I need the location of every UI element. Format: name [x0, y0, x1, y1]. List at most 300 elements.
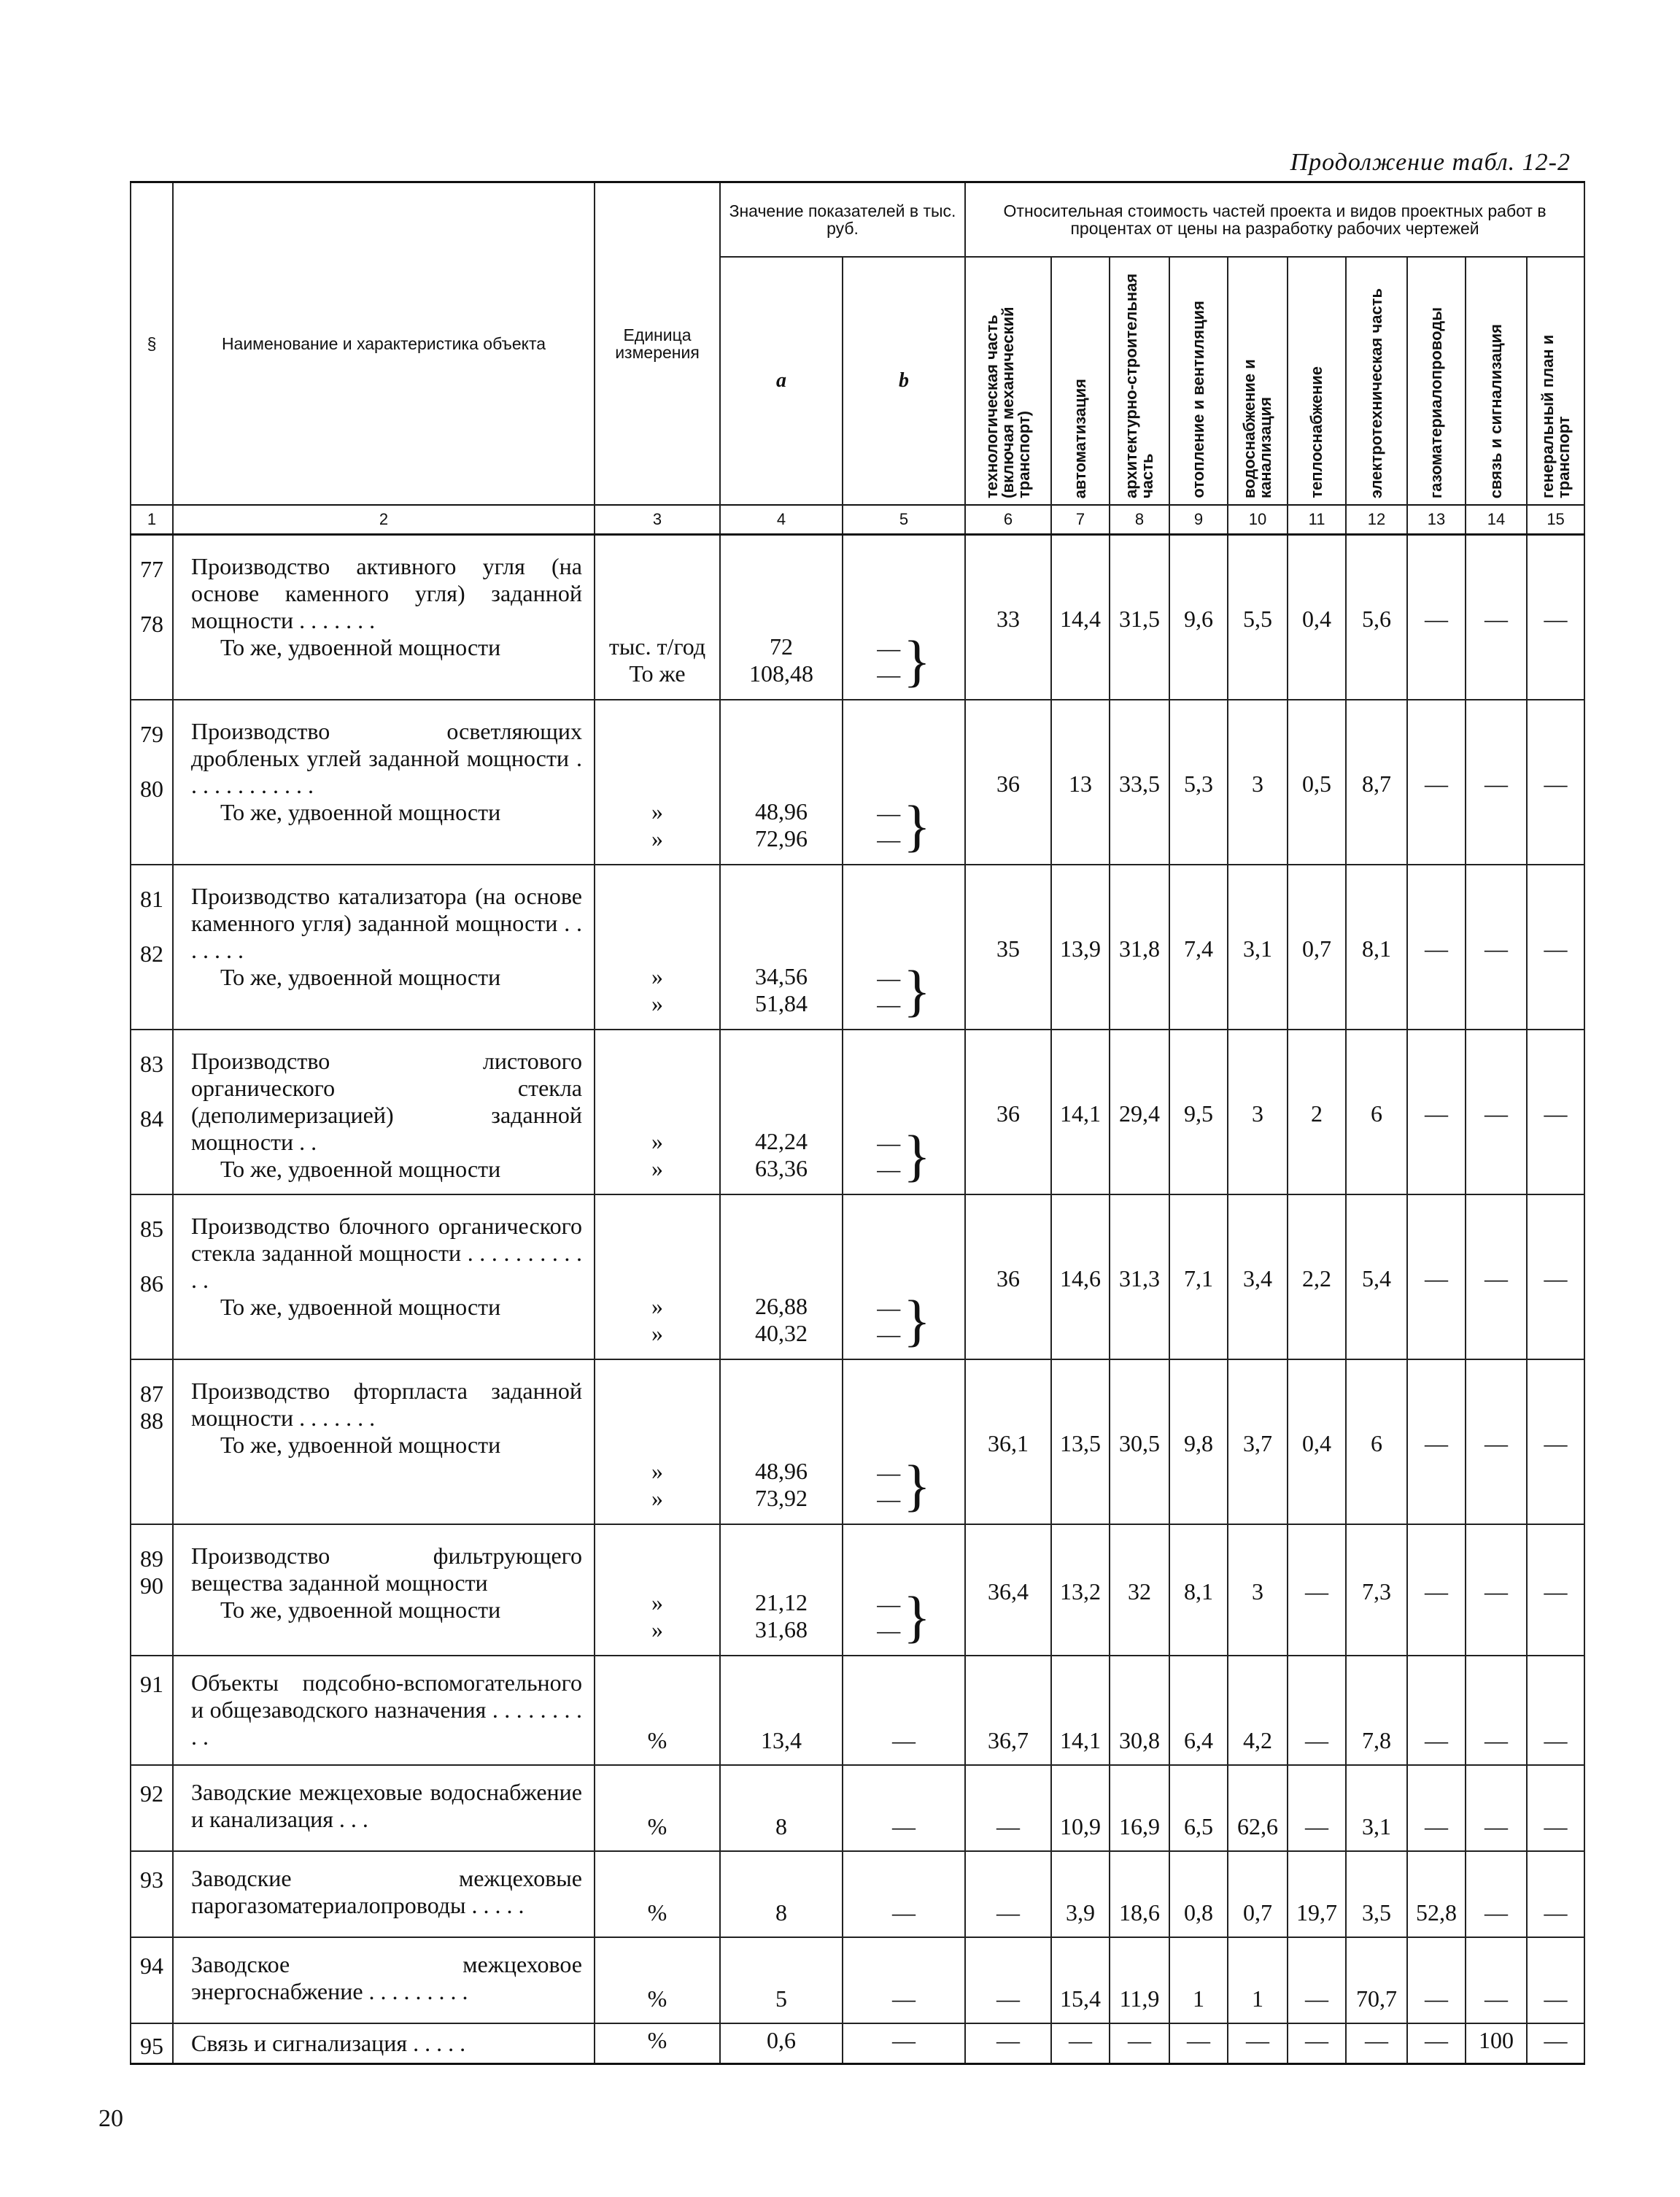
- percent-cell: 3: [1228, 1030, 1288, 1194]
- table-row: [131, 1937, 1584, 2023]
- value-cell: —: [1110, 2023, 1169, 2064]
- value-cell: 14,1: [1051, 1656, 1110, 1765]
- value-cell: 62,6: [1228, 1765, 1288, 1851]
- value-cell: %: [595, 2023, 720, 2064]
- value-cell: 13,4: [720, 1656, 843, 1765]
- table-row-pair: [131, 700, 1584, 865]
- object-name-doubled: То же, удвоенной мощности: [220, 1596, 501, 1623]
- percent-cell: —: [1527, 1359, 1584, 1524]
- object-name-cell: [173, 1030, 595, 1194]
- value-a: 51,84: [755, 989, 808, 1016]
- percent-cell: 8,1: [1169, 1524, 1228, 1656]
- table-row: [131, 1765, 1584, 1851]
- object-name-cell: [173, 1194, 595, 1359]
- percent-cell: 3,1: [1228, 865, 1288, 1030]
- row-number: 93: [131, 1851, 173, 1937]
- unit: тыс. т/год: [608, 633, 706, 660]
- value-b: —: [877, 1320, 901, 1347]
- value-a: 108,48: [749, 660, 813, 687]
- percent-cell: 13: [1051, 700, 1110, 865]
- unit-cell: [595, 535, 720, 700]
- object-name-doubled: То же, удвоенной мощности: [220, 634, 501, 660]
- value-a: 63,36: [755, 1154, 808, 1181]
- percent-cell: 9,8: [1169, 1359, 1228, 1524]
- row-number-cell: [131, 1030, 173, 1194]
- percent-cell: —: [1407, 1524, 1466, 1656]
- percent-cell: 5,6: [1346, 535, 1407, 700]
- brace-glyph: }: [903, 1453, 931, 1517]
- value-cell: 4,2: [1228, 1656, 1288, 1765]
- value-b: —: [877, 825, 901, 852]
- row-number: 81: [140, 885, 163, 912]
- percent-cell: 3,7: [1228, 1359, 1288, 1524]
- header-technological: технологическая часть (включая механический транспорт): [983, 306, 1034, 498]
- unit: »: [651, 962, 663, 989]
- percent-cell: 36: [965, 1030, 1051, 1194]
- column-number: 12: [1346, 505, 1407, 535]
- row-number: 79: [140, 720, 163, 747]
- value-cell: 18,6: [1110, 1851, 1169, 1937]
- object-name: Объекты подсобно-вспомогательного и общезаводского назначения . . . . . . . . . .: [173, 1656, 595, 1765]
- object-name-doubled: То же, удвоенной мощности: [220, 798, 501, 825]
- value-b: —: [877, 1485, 901, 1512]
- value-a: 21,12: [755, 1588, 808, 1615]
- value-cell: 30,8: [1110, 1656, 1169, 1765]
- value-b: —: [877, 1129, 901, 1156]
- percent-cell: —: [1466, 1194, 1527, 1359]
- value-cell: 8: [720, 1851, 843, 1937]
- value-cell: —: [1169, 2023, 1228, 2064]
- percent-cell: 32: [1110, 1524, 1169, 1656]
- value-b: —: [877, 964, 901, 991]
- unit-cell: [595, 865, 720, 1030]
- percent-cell: —: [1466, 865, 1527, 1030]
- object-name: Производство осветляющих дробленых углей заданной мощности . . . . . . . . . . . .: [191, 717, 582, 798]
- object-name: Производство активного угля (на основе каменного угля) заданной мощности . . . . . . .: [191, 553, 582, 633]
- object-name: Заводское межцеховое энергоснабжение . . . . . . . . .: [173, 1937, 595, 2023]
- percent-cell: —: [1466, 700, 1527, 865]
- column-number: 1: [131, 505, 173, 535]
- column-number: 13: [1407, 505, 1466, 535]
- column-number: 2: [173, 505, 595, 535]
- percent-cell: 7,3: [1346, 1524, 1407, 1656]
- object-name-cell: [173, 700, 595, 865]
- value-cell: 52,8: [1407, 1851, 1466, 1937]
- value-cell: —: [1407, 1765, 1466, 1851]
- value-a: 72: [770, 633, 793, 660]
- row-number: 90: [140, 1572, 163, 1599]
- value-cell: 1: [1169, 1937, 1228, 2023]
- percent-cell: 29,4: [1110, 1030, 1169, 1194]
- percent-cell: —: [1288, 1524, 1346, 1656]
- row-number-cell: [131, 700, 173, 865]
- value-cell: 6,5: [1169, 1765, 1228, 1851]
- value-a: 26,88: [755, 1292, 808, 1319]
- column-number: 4: [720, 505, 843, 535]
- percent-cell: —: [1407, 535, 1466, 700]
- value-a-cell: [720, 535, 843, 700]
- value-cell: —: [965, 1851, 1051, 1937]
- value-cell: —: [1527, 1656, 1584, 1765]
- table-row-pair: [131, 1524, 1584, 1656]
- value-cell: —: [1466, 1937, 1527, 2023]
- row-number: 84: [140, 1105, 163, 1132]
- percent-cell: 0,4: [1288, 1359, 1346, 1524]
- value-b: —: [877, 1616, 901, 1643]
- unit: »: [651, 1154, 663, 1181]
- row-number: 87: [140, 1380, 163, 1407]
- value-a: 40,32: [755, 1319, 808, 1346]
- percent-cell: 13,9: [1051, 865, 1110, 1030]
- percent-cell: —: [1466, 1359, 1527, 1524]
- column-number: 3: [595, 505, 720, 535]
- brace-glyph: }: [903, 628, 931, 692]
- column-number: 7: [1051, 505, 1110, 535]
- header-architecture: архитектурно-строительная часть: [1122, 273, 1157, 498]
- header-heating: отопление и вентиляция: [1189, 301, 1208, 498]
- value-a-cell: [720, 1359, 843, 1524]
- value-b-cell: [843, 535, 965, 700]
- percent-cell: —: [1527, 1194, 1584, 1359]
- object-name-cell: [173, 1524, 595, 1656]
- object-name: Производство фильтрующего вещества заданной мощности: [191, 1542, 582, 1596]
- percent-cell: 2,2: [1288, 1194, 1346, 1359]
- value-b: —: [877, 1294, 901, 1321]
- value-cell: 7,8: [1346, 1656, 1407, 1765]
- value-a: 31,68: [755, 1615, 808, 1642]
- table-row-pair: [131, 1030, 1584, 1194]
- row-number: 77: [140, 556, 163, 582]
- value-cell: 19,7: [1288, 1851, 1346, 1937]
- column-number: 10: [1228, 505, 1288, 535]
- percent-cell: 14,6: [1051, 1194, 1110, 1359]
- value-cell: —: [843, 1656, 965, 1765]
- unit: То же: [629, 660, 686, 687]
- percent-cell: —: [1407, 1359, 1466, 1524]
- unit: »: [651, 1484, 663, 1511]
- percent-cell: 35: [965, 865, 1051, 1030]
- percent-cell: —: [1466, 1524, 1527, 1656]
- percent-cell: 13,5: [1051, 1359, 1110, 1524]
- value-cell: 16,9: [1110, 1765, 1169, 1851]
- percent-cell: —: [1466, 535, 1527, 700]
- table-caption: Продолжение табл. 12-2: [1290, 149, 1571, 176]
- value-cell: —: [1407, 1656, 1466, 1765]
- value-cell: —: [965, 2023, 1051, 2064]
- percent-cell: 14,1: [1051, 1030, 1110, 1194]
- row-number: 95: [131, 2023, 173, 2064]
- row-number: 80: [140, 775, 163, 802]
- unit: »: [651, 1127, 663, 1154]
- value-cell: —: [1407, 1937, 1466, 2023]
- header-col-b: b: [843, 257, 965, 505]
- row-number-cell: [131, 865, 173, 1030]
- value-cell: 1: [1228, 1937, 1288, 2023]
- value-cell: 15,4: [1051, 1937, 1110, 2023]
- value-cell: 5: [720, 1937, 843, 2023]
- object-name-cell: [173, 865, 595, 1030]
- row-number-cell: [131, 1524, 173, 1656]
- brace-glyph: }: [903, 1288, 931, 1352]
- value-cell: —: [1288, 1765, 1346, 1851]
- unit: »: [651, 989, 663, 1016]
- value-b: —: [877, 634, 901, 661]
- object-name-cell: [173, 1359, 595, 1524]
- percent-cell: 7,1: [1169, 1194, 1228, 1359]
- row-number-cell: [131, 1359, 173, 1524]
- percent-cell: 9,5: [1169, 1030, 1228, 1194]
- value-cell: —: [1288, 1656, 1346, 1765]
- value-cell: —: [1466, 1656, 1527, 1765]
- table-row-pair: [131, 535, 1584, 700]
- unit-cell: [595, 700, 720, 865]
- unit: »: [651, 1457, 663, 1484]
- unit: »: [651, 1588, 663, 1615]
- column-number: 14: [1466, 505, 1527, 535]
- percent-cell: 33,5: [1110, 700, 1169, 865]
- unit: »: [651, 1292, 663, 1319]
- value-cell: 0,7: [1228, 1851, 1288, 1937]
- page-number: 20: [98, 2105, 123, 2132]
- value-a: 73,92: [755, 1484, 808, 1511]
- percent-cell: 9,6: [1169, 535, 1228, 700]
- cost-table: [130, 181, 1585, 2065]
- value-cell: 10,9: [1051, 1765, 1110, 1851]
- unit: »: [651, 825, 663, 852]
- percent-cell: 3: [1228, 700, 1288, 865]
- object-name-doubled: То же, удвоенной мощности: [220, 1431, 501, 1458]
- header-automation: автоматизация: [1071, 378, 1090, 498]
- value-cell: %: [595, 1765, 720, 1851]
- value-cell: —: [1466, 1765, 1527, 1851]
- percent-cell: 2: [1288, 1030, 1346, 1194]
- unit: »: [651, 1615, 663, 1642]
- value-cell: —: [965, 1765, 1051, 1851]
- value-a-cell: [720, 1194, 843, 1359]
- percent-cell: 5,3: [1169, 700, 1228, 865]
- row-number: 83: [140, 1050, 163, 1077]
- value-a: 42,24: [755, 1127, 808, 1154]
- value-cell: 36,7: [965, 1656, 1051, 1765]
- value-a-cell: [720, 1030, 843, 1194]
- percent-cell: 7,4: [1169, 865, 1228, 1030]
- row-number-cell: [131, 535, 173, 700]
- value-cell: %: [595, 1656, 720, 1765]
- value-cell: —: [1288, 1937, 1346, 2023]
- value-b-cell: [843, 1359, 965, 1524]
- table-row: [131, 1851, 1584, 1937]
- brace-glyph: }: [903, 1123, 931, 1187]
- percent-cell: 8,1: [1346, 865, 1407, 1030]
- column-number: 15: [1527, 505, 1584, 535]
- value-cell: 0,8: [1169, 1851, 1228, 1937]
- value-cell: 70,7: [1346, 1937, 1407, 2023]
- column-number: 6: [965, 505, 1051, 535]
- percent-cell: —: [1407, 1194, 1466, 1359]
- value-b: —: [877, 1155, 901, 1182]
- value-cell: —: [843, 1765, 965, 1851]
- header-communication: связь и сигнализация: [1487, 323, 1506, 498]
- header-col-a: a: [720, 257, 843, 505]
- value-b: —: [877, 1590, 901, 1617]
- percent-cell: 13,2: [1051, 1524, 1110, 1656]
- value-cell: 6,4: [1169, 1656, 1228, 1765]
- percent-cell: 5,4: [1346, 1194, 1407, 1359]
- header-general-plan: генеральный план и транспорт: [1538, 334, 1573, 498]
- percent-cell: 3: [1228, 1524, 1288, 1656]
- value-a-cell: [720, 1524, 843, 1656]
- header-water: водоснабжение и канализация: [1240, 359, 1275, 498]
- percent-cell: —: [1527, 865, 1584, 1030]
- row-number: 82: [140, 940, 163, 967]
- percent-cell: —: [1527, 1524, 1584, 1656]
- value-a: 48,96: [755, 798, 808, 825]
- table-row-pair: [131, 1359, 1584, 1524]
- value-cell: —: [843, 1937, 965, 2023]
- percent-cell: 6: [1346, 1359, 1407, 1524]
- header-values-group: Значение показателей в тыс. руб.: [720, 182, 965, 258]
- row-number: 85: [140, 1215, 163, 1242]
- header-section-sign: §: [131, 182, 173, 506]
- value-b-cell: [843, 1030, 965, 1194]
- unit-cell: [595, 1030, 720, 1194]
- header-cost-group: Относительная стоимость частей проекта и видов проектных работ в процентах от цены на разработку рабочих чертежей: [965, 182, 1584, 258]
- unit: »: [651, 1319, 663, 1346]
- percent-cell: 36: [965, 700, 1051, 865]
- value-cell: 3,9: [1051, 1851, 1110, 1937]
- value-a: 72,96: [755, 825, 808, 852]
- value-b-cell: [843, 1524, 965, 1656]
- value-cell: —: [1527, 1851, 1584, 1937]
- value-cell: 3,1: [1346, 1765, 1407, 1851]
- object-name-doubled: То же, удвоенной мощности: [220, 1293, 501, 1320]
- percent-cell: 36: [965, 1194, 1051, 1359]
- row-number: 94: [131, 1937, 173, 2023]
- value-cell: —: [1407, 2023, 1466, 2064]
- row-number: 88: [140, 1407, 163, 1434]
- table-row: [131, 2023, 1584, 2064]
- percent-cell: 31,5: [1110, 535, 1169, 700]
- percent-cell: 3,4: [1228, 1194, 1288, 1359]
- object-name-doubled: То же, удвоенной мощности: [220, 1155, 501, 1182]
- percent-cell: 8,7: [1346, 700, 1407, 865]
- value-cell: —: [843, 2023, 965, 2064]
- percent-cell: 5,5: [1228, 535, 1288, 700]
- object-name: Заводские межцеховые водоснабжение и канализация . . .: [173, 1765, 595, 1851]
- object-name: Производство фторпласта заданной мощности . . . . . . .: [191, 1377, 582, 1431]
- unit-cell: [595, 1194, 720, 1359]
- value-cell: —: [1346, 2023, 1407, 2064]
- column-number: 9: [1169, 505, 1228, 535]
- unit-cell: [595, 1359, 720, 1524]
- percent-cell: —: [1527, 700, 1584, 865]
- column-number: 8: [1110, 505, 1169, 535]
- value-cell: —: [1288, 2023, 1346, 2064]
- column-number: 5: [843, 505, 965, 535]
- row-number: 78: [140, 611, 163, 637]
- brace-glyph: }: [903, 1584, 931, 1648]
- percent-cell: 36,4: [965, 1524, 1051, 1656]
- value-cell: %: [595, 1937, 720, 2023]
- percent-cell: —: [1407, 1030, 1466, 1194]
- header-electrical: электротехническая часть: [1367, 287, 1386, 498]
- value-cell: —: [1228, 2023, 1288, 2064]
- table-row-pair: [131, 1194, 1584, 1359]
- percent-cell: —: [1407, 700, 1466, 865]
- unit-cell: [595, 1524, 720, 1656]
- value-cell: —: [1527, 1937, 1584, 2023]
- object-name: Производство блочного органического стекла заданной мощности . . . . . . . . . . . .: [191, 1212, 582, 1293]
- header-unit: Единица измерения: [595, 182, 720, 506]
- value-b: —: [877, 799, 901, 826]
- brace-glyph: }: [903, 793, 931, 857]
- object-name-cell: [173, 535, 595, 700]
- value-b: —: [877, 1459, 901, 1486]
- percent-cell: —: [1527, 535, 1584, 700]
- value-cell: —: [1527, 1765, 1584, 1851]
- percent-cell: —: [1407, 865, 1466, 1030]
- table-row-pair: [131, 865, 1584, 1030]
- column-number: 11: [1288, 505, 1346, 535]
- row-number: 91: [131, 1656, 173, 1765]
- percent-cell: 0,4: [1288, 535, 1346, 700]
- brace-glyph: }: [903, 958, 931, 1022]
- value-cell: 3,5: [1346, 1851, 1407, 1937]
- header-object-name: Наименование и характеристика объекта: [173, 182, 595, 506]
- row-number: 86: [140, 1270, 163, 1297]
- percent-cell: 36,1: [965, 1359, 1051, 1524]
- value-b: —: [877, 990, 901, 1017]
- header-heat-supply: теплоснабжение: [1307, 366, 1326, 498]
- value-a-cell: [720, 865, 843, 1030]
- value-cell: —: [1466, 1851, 1527, 1937]
- value-b: —: [877, 660, 901, 687]
- value-cell: %: [595, 1851, 720, 1937]
- row-number: 89: [140, 1545, 163, 1572]
- percent-cell: —: [1466, 1030, 1527, 1194]
- object-name: Связь и сигнализация . . . . .: [173, 2023, 595, 2064]
- row-number-cell: [131, 1194, 173, 1359]
- object-name: Производство листового органического стекла (деполимеризацией) заданной мощности . .: [191, 1047, 582, 1155]
- value-cell: 8: [720, 1765, 843, 1851]
- object-name: Заводские межцеховые парогазоматериалопроводы . . . . .: [173, 1851, 595, 1937]
- object-name: Производство катализатора (на основе каменного угля) заданной мощности . . . . . . .: [191, 882, 582, 963]
- value-a: 48,96: [755, 1457, 808, 1484]
- value-b-cell: [843, 865, 965, 1030]
- percent-cell: —: [1527, 1030, 1584, 1194]
- table-row: [131, 1656, 1584, 1765]
- value-a: 34,56: [755, 962, 808, 989]
- value-a-cell: [720, 700, 843, 865]
- value-cell: 11,9: [1110, 1937, 1169, 2023]
- percent-cell: 0,7: [1288, 865, 1346, 1030]
- value-cell: —: [1051, 2023, 1110, 2064]
- value-cell: —: [965, 1937, 1051, 2023]
- value-cell: —: [843, 1851, 965, 1937]
- percent-cell: 31,8: [1110, 865, 1169, 1030]
- percent-cell: 30,5: [1110, 1359, 1169, 1524]
- row-number: 92: [131, 1765, 173, 1851]
- value-b-cell: [843, 700, 965, 865]
- object-name-doubled: То же, удвоенной мощности: [220, 963, 501, 990]
- value-cell: 0,6: [720, 2023, 843, 2064]
- percent-cell: 6: [1346, 1030, 1407, 1194]
- unit: »: [651, 798, 663, 825]
- value-cell: 100: [1466, 2023, 1527, 2064]
- percent-cell: 0,5: [1288, 700, 1346, 865]
- percent-cell: 31,3: [1110, 1194, 1169, 1359]
- percent-cell: 33: [965, 535, 1051, 700]
